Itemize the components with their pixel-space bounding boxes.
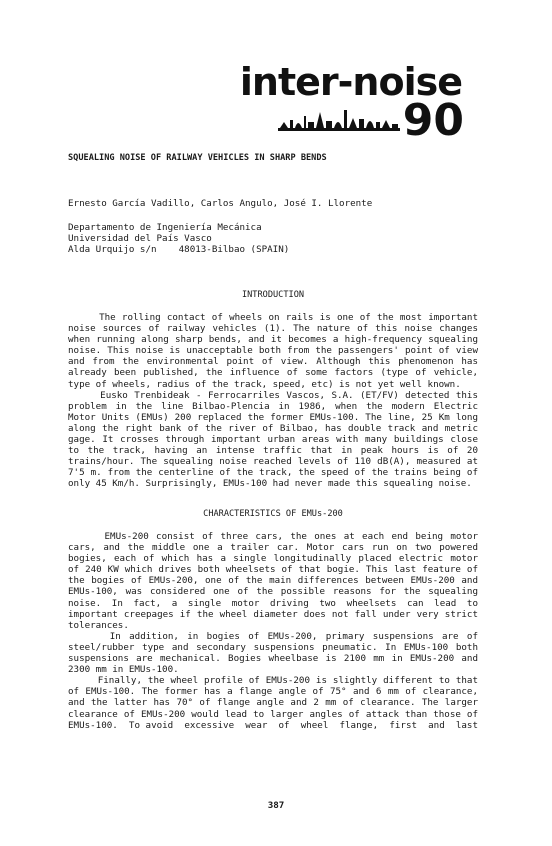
skyline-icon: [278, 106, 400, 132]
affiliation-line: Universidad del País Vasco: [68, 233, 212, 244]
text-line: of 240 KW which drives both wheelsets of that bogie. This last feature of: [68, 564, 478, 576]
text-line: 2300 mm in EMUs-100.: [68, 664, 179, 676]
text-line: and from the environmental point of view. Although this phenomenon has: [68, 356, 478, 368]
text-line: bogies, each of which has a single longitudinally placed electric motor: [68, 553, 478, 565]
text-line: EMUs-100, was considered one of the possible reasons for the squealing: [68, 586, 478, 598]
text-line: noise. This noise is unacceptable both from the passengers' point of view: [68, 345, 478, 357]
text-line: noise. In fact, a single motor driving two wheelsets can lead to: [68, 597, 478, 609]
text-line: cars, and the middle one a trailer car. Motor cars run on two powered: [68, 542, 478, 554]
text-line: along the right bank of the river of Bilbao, has double track and metric: [68, 422, 478, 434]
text-line: The rolling contact of wheels on rails is one of the most important: [68, 312, 478, 323]
affiliation-block: [68, 222, 478, 255]
text-line: gage. It crosses through important urban areas with many buildings close: [68, 434, 478, 446]
text-line: EMUs-200 consist of three cars, the ones at each end being motor: [68, 531, 478, 542]
text-line: suspensions are mechanical. Bogies wheelbase is 2100 mm in EMUs-200 and: [68, 653, 478, 665]
logo-text: inter-noise: [239, 60, 462, 104]
text-line: and the latter has 70° of flange angle and 2 mm of clearance. The larger: [68, 697, 478, 709]
paper-title: SQUEALING NOISE OF RAILWAY VEHICLES IN SHARP BENDS: [68, 153, 327, 163]
text-line: EMUs-100. To avoid excessive wear of wheel flange, first and last: [68, 719, 478, 731]
text-line: only 45 Km/h. Surprisingly, EMUs-100 had never made this squealing noise.: [68, 478, 472, 490]
text-line: important creepages if the wheel diameter does not fall under very strict: [68, 608, 478, 620]
text-line: In addition, in bogies of EMUs-200, primary suspensions are of: [68, 630, 478, 642]
text-line: of EMUs-100. The former has a flange angle of 75° and 6 mm of clearance,: [68, 686, 478, 698]
text-line: when running along sharp bends, and it becomes a high-frequency squealing: [68, 334, 478, 346]
text-line: tolerances.: [68, 619, 129, 631]
page-number: 387: [267, 800, 285, 811]
conference-logo: [239, 60, 468, 146]
text-line: type of wheels, radius of the track, speed, etc) is not yet well known.: [68, 378, 461, 390]
paragraph: [68, 531, 478, 731]
text-line: problem in the line Bilbao-Plencia in 1986, when the modern Electric: [68, 400, 478, 412]
section-heading-introduction: INTRODUCTION: [241, 290, 305, 300]
text-line: clearance of EMUs-200 would lead to larger angles of attack than those of: [68, 708, 478, 720]
text-line: Motor Units (EMUs) 200 replaced the former EMUs-100. The line, 25 Km long: [68, 411, 478, 423]
logo-year: 90: [402, 95, 464, 146]
affiliation-line: Alda Urquijo s/n 48013-Bilbao (SPAIN): [68, 244, 290, 255]
text-line: Eusko Trenbideak - Ferrocarriles Vascos, S.A. (ET/FV) detected this: [68, 389, 478, 401]
text-line: 7'5 m. from the centerline of the track, the speed of the trains being of: [68, 467, 478, 479]
author-list: Ernesto García Vadillo, Carlos Angulo, José I. Llorente: [68, 198, 373, 209]
paragraph: [68, 312, 478, 490]
text-line: to the track, having an intense traffic that in peak hours is of 20: [68, 445, 478, 457]
text-line: Finally, the wheel profile of EMUs-200 is slightly different to that: [68, 675, 478, 687]
text-line: steel/rubber type and secondary suspensions pneumatic. In EMUs-100 both: [68, 641, 478, 653]
text-line: trains/hour. The squealing noise reached levels of 110 dB(A), measured at: [68, 456, 478, 468]
text-line: already been published, the influence of some factors (type of vehicle,: [68, 367, 478, 379]
affiliation-line: Departamento de Ingeniería Mecánica: [68, 222, 262, 233]
text-line: the bogies of EMUs-200, one of the main differences between EMUs-200 and: [68, 575, 478, 587]
text-line: noise sources of railway vehicles (1). The nature of this noise changes: [68, 323, 478, 335]
section-heading-characteristics: CHARACTERISTICS OF EMUs-200: [203, 509, 343, 519]
